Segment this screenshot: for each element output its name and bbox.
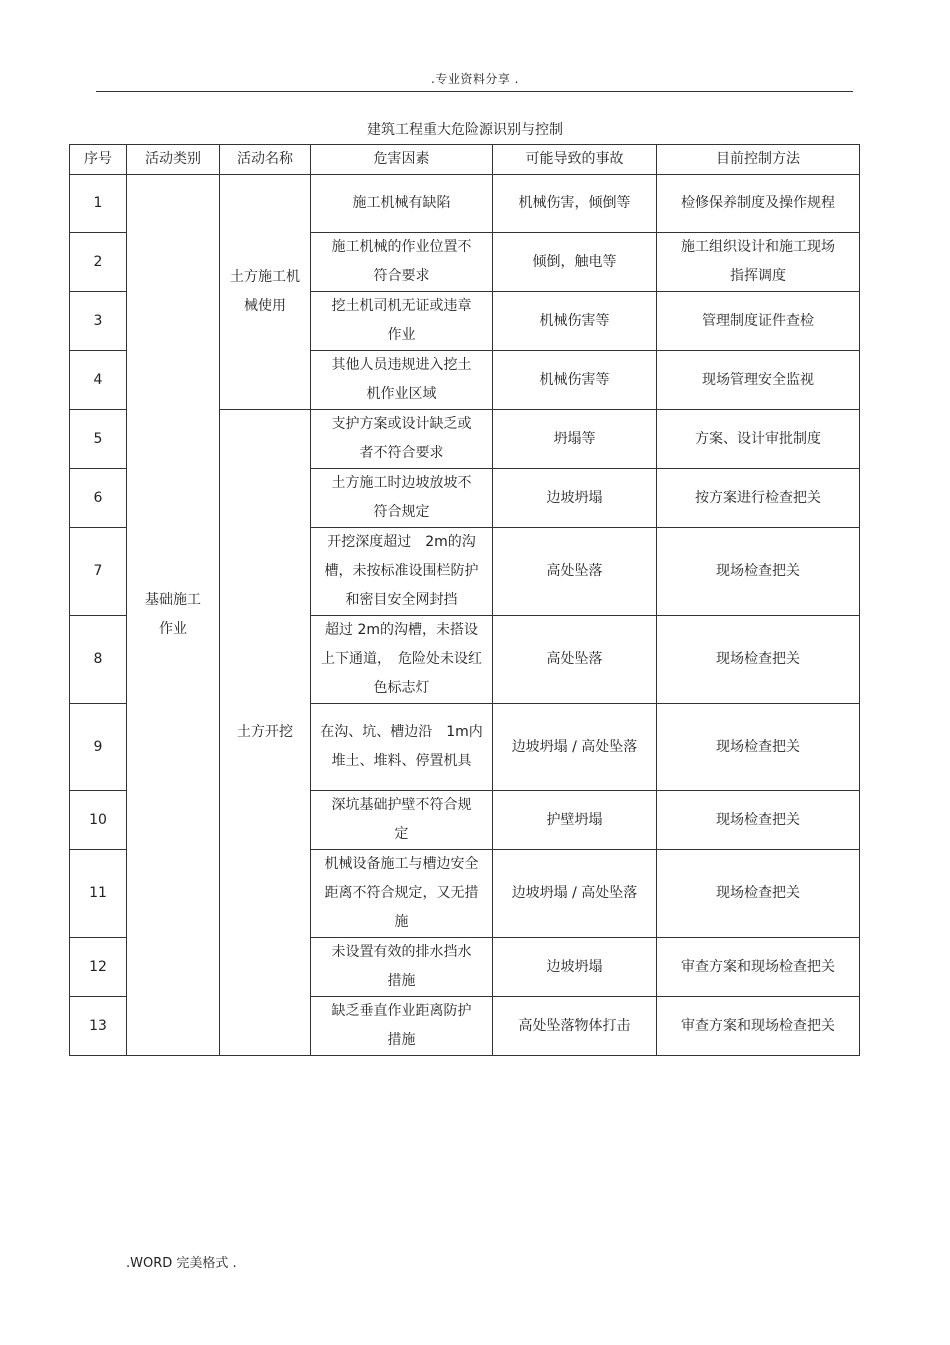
- control-cell: 现场检查把关: [657, 791, 860, 850]
- accident-cell: 机械伤害，倾倒等: [493, 175, 657, 233]
- page-footer-text: .WORD 完美格式 .: [126, 1256, 237, 1271]
- column-header-activity: 活动名称: [220, 145, 311, 175]
- activity-name-cell: 土方施工机械使用: [220, 175, 311, 410]
- accident-cell: 倾倒，触电等: [493, 233, 657, 292]
- accident-cell: 边坡坍塌: [493, 938, 657, 997]
- header-divider: [96, 91, 853, 92]
- row-number: 4: [70, 351, 127, 410]
- accident-cell: 高处坠落: [493, 528, 657, 616]
- hazard-cell: 超过 2m的沟槽，未搭设上下通道， 危险处未设红色标志灯: [311, 616, 493, 704]
- control-cell: 施工组织设计和施工现场指挥调度: [657, 233, 860, 292]
- control-cell: 现场检查把关: [657, 704, 860, 791]
- column-header-category: 活动类别: [127, 145, 220, 175]
- hazard-cell: 开挖深度超过 2m的沟槽，未按标准设围栏防护和密目安全网封挡: [311, 528, 493, 616]
- row-number: 10: [70, 791, 127, 850]
- hazard-table: [69, 144, 860, 1056]
- control-cell: 方案、设计审批制度: [657, 410, 860, 469]
- hazard-cell: 其他人员违规进入挖土机作业区域: [311, 351, 493, 410]
- hazard-cell: 深坑基础护壁不符合规定: [311, 791, 493, 850]
- hazard-cell: 机械设备施工与槽边安全距离不符合规定，又无措施: [311, 850, 493, 938]
- control-cell: 审查方案和现场检查把关: [657, 997, 860, 1056]
- row-number: 1: [70, 175, 127, 233]
- control-cell: 按方案进行检查把关: [657, 469, 860, 528]
- activity-category-cell: 基础施工作业: [127, 175, 220, 1056]
- hazard-cell: 支护方案或设计缺乏或者不符合要求: [311, 410, 493, 469]
- row-number: 13: [70, 997, 127, 1056]
- document-title: 建筑工程重大危险源识别与控制: [367, 122, 563, 138]
- page-header-text: .专业资料分享 .: [431, 72, 519, 86]
- table-header-row: [70, 145, 860, 175]
- accident-cell: 边坡坍塌: [493, 469, 657, 528]
- accident-cell: 高处坠落: [493, 616, 657, 704]
- accident-cell: 边坡坍塌 / 高处坠落: [493, 850, 657, 938]
- hazard-cell: 施工机械有缺陷: [311, 175, 493, 233]
- column-header-control: 目前控制方法: [657, 145, 860, 175]
- row-number: 11: [70, 850, 127, 938]
- accident-cell: 护壁坍塌: [493, 791, 657, 850]
- table-row: [70, 175, 860, 233]
- control-cell: 审查方案和现场检查把关: [657, 938, 860, 997]
- control-cell: 检修保养制度及操作规程: [657, 175, 860, 233]
- row-number: 2: [70, 233, 127, 292]
- hazard-cell: 土方施工时边坡放坡不符合规定: [311, 469, 493, 528]
- accident-cell: 高处坠落物体打击: [493, 997, 657, 1056]
- accident-cell: 边坡坍塌 / 高处坠落: [493, 704, 657, 791]
- control-cell: 现场管理安全监视: [657, 351, 860, 410]
- activity-name-cell: 土方开挖: [220, 410, 311, 1056]
- hazard-cell: 未设置有效的排水挡水措施: [311, 938, 493, 997]
- row-number: 3: [70, 292, 127, 351]
- row-number: 8: [70, 616, 127, 704]
- row-number: 5: [70, 410, 127, 469]
- accident-cell: 机械伤害等: [493, 351, 657, 410]
- accident-cell: 坍塌等: [493, 410, 657, 469]
- row-number: 6: [70, 469, 127, 528]
- row-number: 12: [70, 938, 127, 997]
- hazard-cell: 挖土机司机无证或违章作业: [311, 292, 493, 351]
- hazard-cell: 施工机械的作业位置不符合要求: [311, 233, 493, 292]
- control-cell: 现场检查把关: [657, 850, 860, 938]
- accident-cell: 机械伤害等: [493, 292, 657, 351]
- column-header-no: 序号: [70, 145, 127, 175]
- hazard-cell: 在沟、坑、槽边沿 1m内堆土、堆料、停置机具: [311, 704, 493, 791]
- row-number: 7: [70, 528, 127, 616]
- control-cell: 管理制度证件查检: [657, 292, 860, 351]
- hazard-cell: 缺乏垂直作业距离防护措施: [311, 997, 493, 1056]
- control-cell: 现场检查把关: [657, 528, 860, 616]
- column-header-accident: 可能导致的事故: [493, 145, 657, 175]
- row-number: 9: [70, 704, 127, 791]
- column-header-hazard: 危害因素: [311, 145, 493, 175]
- control-cell: 现场检查把关: [657, 616, 860, 704]
